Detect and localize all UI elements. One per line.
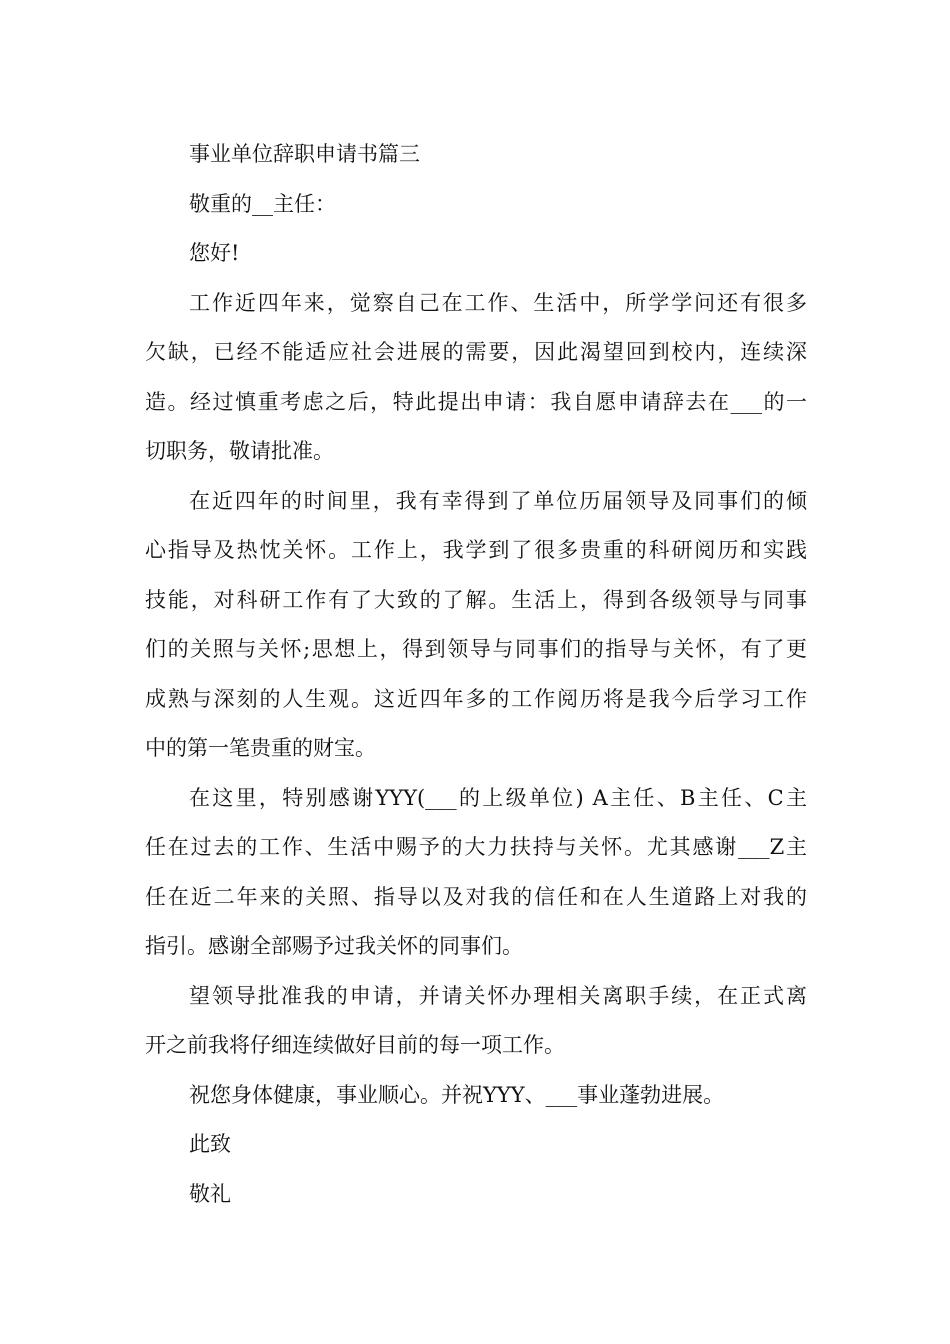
paragraph-4 (145, 972, 807, 1071)
paragraph-line: 造。经过慎重考虑之后，特此提出申请：我自愿申请辞去在___的一 (145, 389, 807, 414)
paragraph-line: 任在近二年来的关照、指导以及对我的信任和在人生道路上对我的 (145, 884, 807, 909)
paragraph-line: 开之前我将仔细连续做好目前的每一项工作。 (145, 1033, 565, 1057)
paragraph-line: 心指导及热忱关怀。工作上，我学到了很多贵重的科研阅历和实践 (145, 538, 807, 562)
salutation: 敬重的__主任： (189, 191, 336, 216)
greeting: 您好! (189, 241, 240, 265)
paragraph-line: 中的第一笔贵重的财宝。 (145, 736, 376, 760)
paragraph-line: 切职务，敬请批准。 (145, 439, 334, 463)
paragraph-3 (145, 774, 807, 972)
document-title: 事业单位辞职申请书篇三 (189, 142, 420, 166)
closing-jingli: 敬礼 (189, 1181, 231, 1206)
paragraph-line: 望领导批准我的申请，并请关怀办理相关离职手续，在正式离 (189, 983, 807, 1008)
paragraph-line: 成熟与深刻的人生观。这近四年多的工作阅历将是我今后学习工作 (145, 686, 807, 711)
paragraph-line: 任在过去的工作、生活中赐予的大力扶持与关怀。尤其感谢___Z主 (145, 835, 807, 859)
paragraph-line: 技能，对科研工作有了大致的了解。生活上，得到各级领导与同事 (145, 587, 807, 612)
closing-cizhi: 此致 (189, 1132, 231, 1156)
paragraph-line: 们的关照与关怀;思想上，得到领导与同事们的指导与关怀，有了更 (145, 637, 807, 661)
paragraph-1 (145, 279, 807, 477)
paragraph-line: 指引。感谢全部赐予过我关怀的同事们。 (145, 934, 523, 958)
paragraph-line: 在近四年的时间里，我有幸得到了单位历届领导及同事们的倾 (189, 488, 807, 513)
paragraph-line: 工作近四年来，觉察自己在工作、生活中，所学学问还有很多 (189, 290, 807, 315)
paragraph-2 (145, 477, 807, 774)
paragraph-line: 欠缺，已经不能适应社会进展的需要，因此渴望回到校内，连续深 (145, 340, 807, 364)
wishes-line: 祝您身体健康，事业顺心。并祝YYY、___事业蓬勃进展。 (189, 1082, 725, 1107)
paragraph-line: 在这里，特别感谢YYY(___的上级单位) A主任、B主任、C主 (189, 785, 807, 810)
document-body (145, 130, 807, 1219)
